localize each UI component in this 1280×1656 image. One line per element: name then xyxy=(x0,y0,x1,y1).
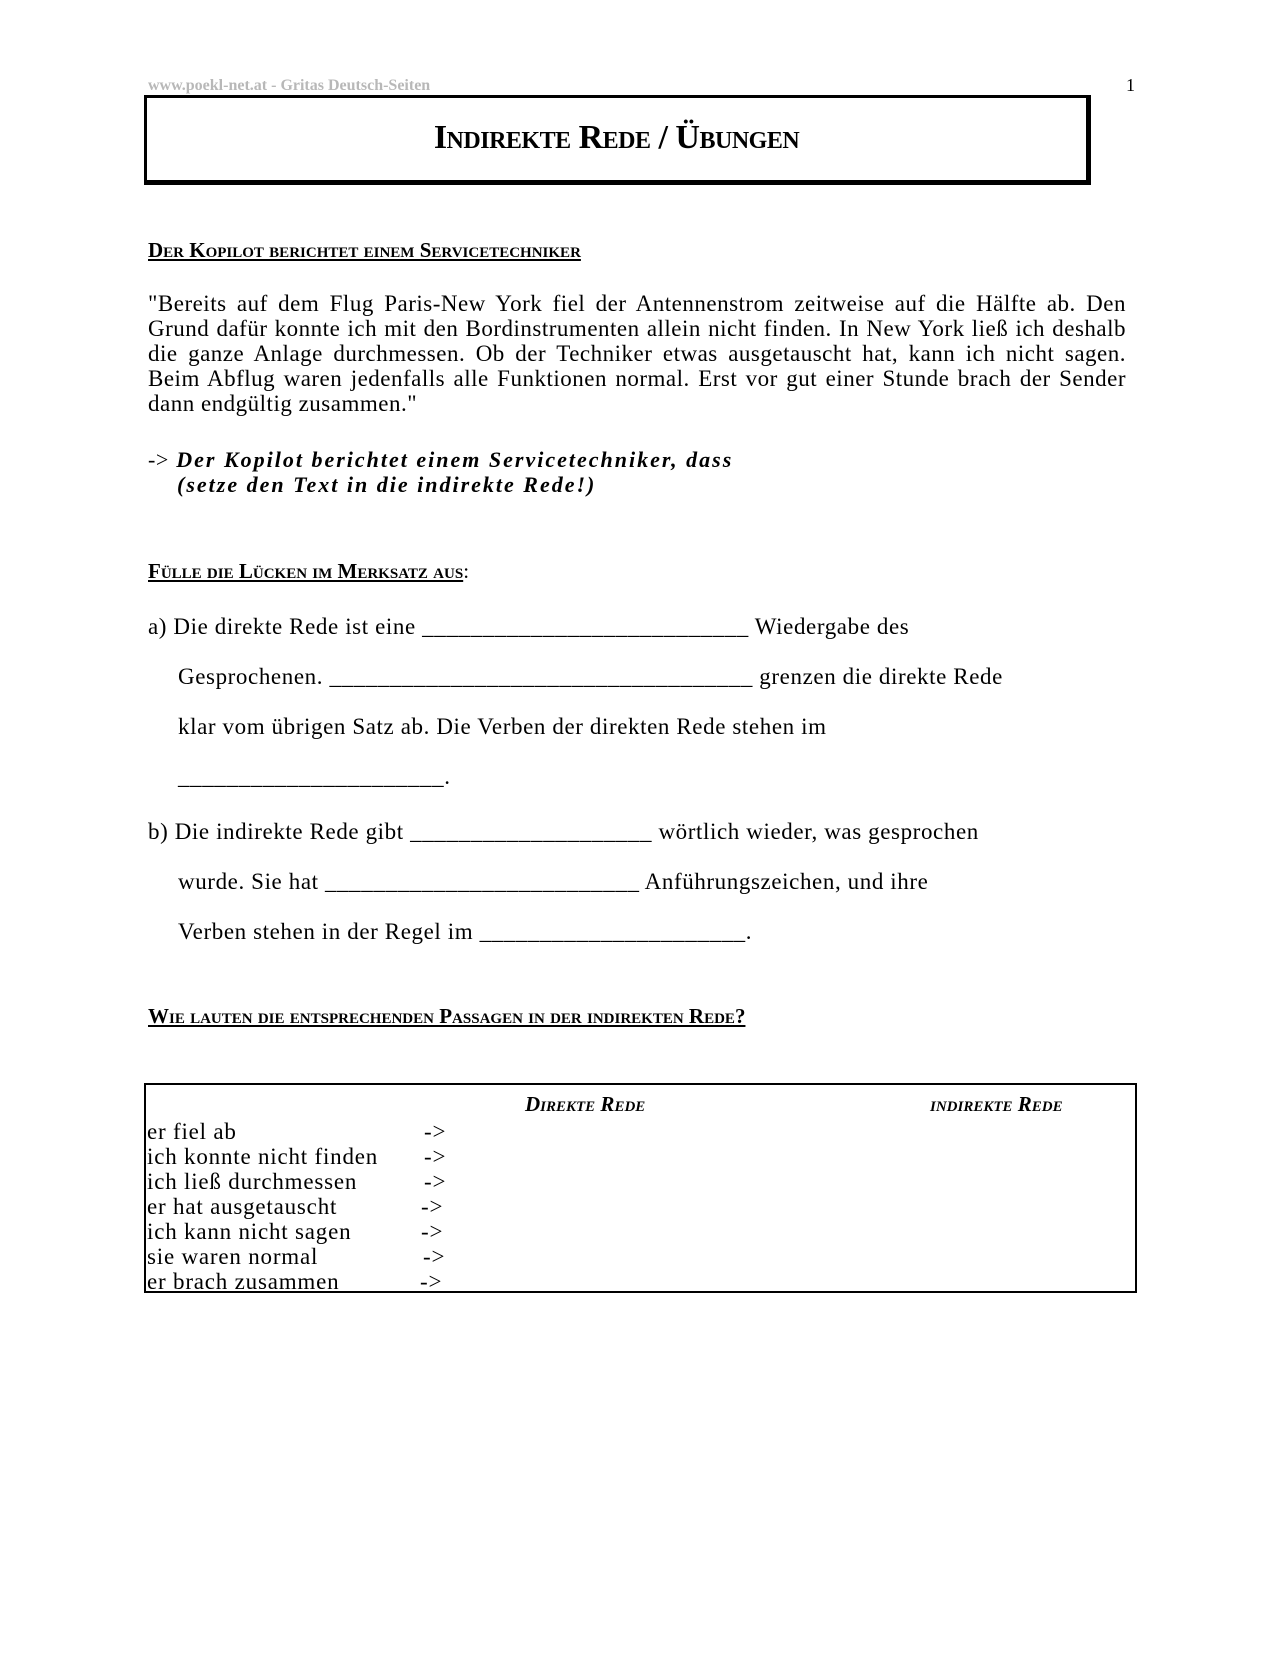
merksatz-line: Verben stehen in der Regel im ______________________. xyxy=(178,919,753,944)
column-header-indirect: indirekte Rede xyxy=(930,1092,1063,1116)
page-number: 1 xyxy=(1126,75,1135,95)
row-arrow: -> xyxy=(424,1144,447,1169)
merksatz-line: b) Die indirekte Rede gibt ____________________ wörtlich wieder, was gesprochen xyxy=(148,819,979,844)
header-site: www.poekl-net.at - Gritas Deutsch-Seiten xyxy=(148,77,431,94)
row-phrase: er brach zusammen xyxy=(147,1269,340,1294)
row-arrow: -> xyxy=(420,1269,443,1294)
row-phrase: sie waren normal xyxy=(147,1244,319,1269)
quote-paragraph: "Bereits auf dem Flug Paris-New York fiel der Antennenstrom zeitweise auf die Hälfte ab. Den Grund dafür konnte ich mit den Bordinstrumenten allein nicht finden. In New York ließ ich deshalb die ganze Anlage durchmessen. Ob der Techniker etwas ausgetauscht hat, kann ich nicht sagen. Beim Abflug waren jedenfalls alle Funktionen normal. Erst vor gut einer Stunde brach der Sender dann endgültig zusammen." xyxy=(148,291,1126,416)
instruction-arrow: -> xyxy=(148,447,169,472)
section1-heading: Der Kopilot berichtet einem Servicetechniker xyxy=(148,238,581,262)
instruction-line-2: (setze den Text in die indirekte Rede!) xyxy=(177,472,597,497)
row-arrow: -> xyxy=(421,1194,444,1219)
row-arrow: -> xyxy=(424,1169,447,1194)
merksatz-line: wurde. Sie hat __________________________ Anführungszeichen, und ihre xyxy=(178,869,929,894)
instruction-text: Der Kopilot berichtet einem Servicetechniker, dass xyxy=(176,447,734,472)
merksatz-line: Gesprochenen. ___________________________________ grenzen die direkte Rede xyxy=(178,664,1003,689)
row-arrow: -> xyxy=(421,1219,444,1244)
table-row xyxy=(147,1169,446,1194)
table-row xyxy=(147,1144,446,1169)
table-rows xyxy=(147,1119,446,1294)
row-phrase: ich kann nicht sagen xyxy=(147,1219,352,1244)
table-row xyxy=(147,1119,446,1144)
row-phrase: ich konnte nicht finden xyxy=(147,1144,379,1169)
row-phrase: er fiel ab xyxy=(147,1119,237,1144)
section2-heading-suffix: : xyxy=(463,559,470,583)
table-row xyxy=(147,1219,446,1244)
instruction-line-1 xyxy=(148,447,733,473)
row-phrase: er hat ausgetauscht xyxy=(147,1194,338,1219)
section2-heading-wrap xyxy=(148,559,469,584)
section2-heading: Fülle die Lücken im Merksatz aus xyxy=(148,559,464,583)
table-row xyxy=(147,1194,446,1219)
row-arrow: -> xyxy=(423,1244,446,1269)
table-row xyxy=(147,1244,446,1269)
merksatz-line: klar vom übrigen Satz ab. Die Verben der direkten Rede stehen im xyxy=(178,714,827,739)
table-row xyxy=(147,1269,446,1294)
row-arrow: -> xyxy=(424,1119,447,1144)
row-phrase: ich ließ durchmessen xyxy=(147,1169,358,1194)
page-title: Indirekte Rede / Übungen xyxy=(433,119,800,156)
column-header-direct: Direkte Rede xyxy=(525,1092,646,1116)
merksatz-line: ______________________. xyxy=(178,764,451,789)
merksatz-line: a) Die direkte Rede ist eine ___________________________ Wiedergabe des xyxy=(148,614,910,639)
section3-heading: Wie lauten die entsprechenden Passagen in der indirekten Rede? xyxy=(148,1004,746,1028)
